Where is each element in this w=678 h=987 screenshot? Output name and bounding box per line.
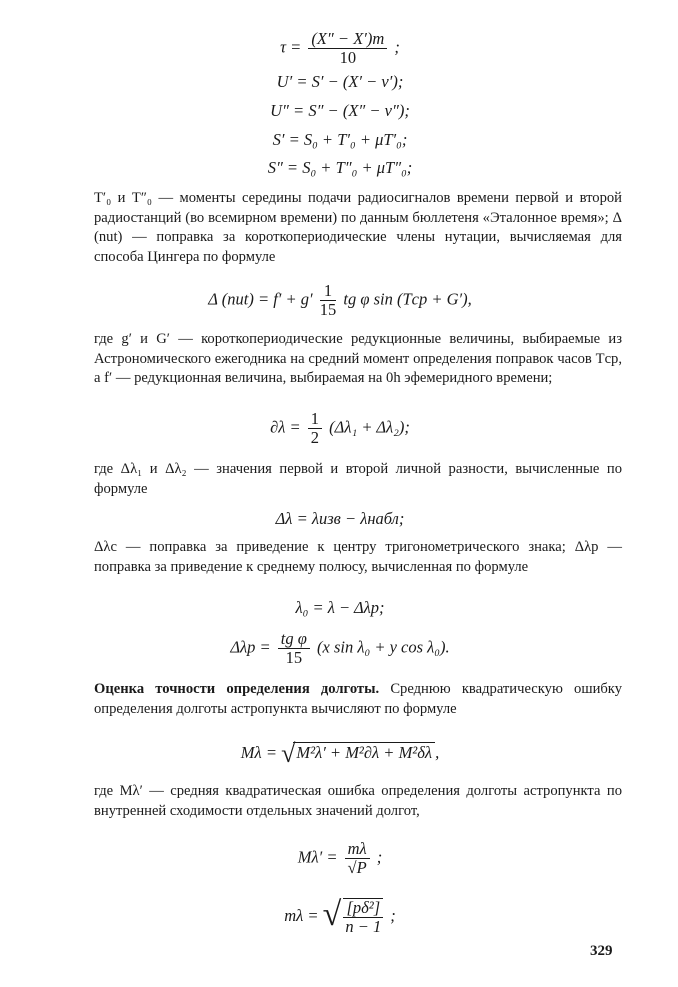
fraction: $\frac{1}{15}$ (319, 281, 337, 319)
formula-s-prime: S′ = S₀ + T′₀ + μT′₀; (272, 130, 408, 149)
paragraph-corrections: Δλc — поправка за приведение к центру тригонометрического знака; Δλp — поправка за приведение к среднему полюсу, вычисленная по формуле (94, 539, 622, 575)
formula-m-lambda-internal: mλ = √ $\frac{\text{[pδ²]}}{n - 1}$ ; (284, 895, 396, 936)
formula-s-double-prime: S″ = S₀ + T″₀ + μT″₀; (267, 158, 413, 177)
sqrt-sign: √ (322, 895, 342, 933)
paragraph-personal-difference: где Δλ₁ и Δλ₂ — значения первой и второй личной разности, вычисленные по формуле (94, 461, 622, 497)
sqrt-sign: √ (281, 739, 296, 768)
formula-lambda-zero: λ₀ = λ − Δλp; (295, 598, 385, 617)
paragraph-reduction: где g′ и G′ — короткопериодические редукционные величины, выбираемые из Астрономического ежегодника на средний момент определения поправок часов Tср, а f′ — редукционная величина, выбираемая на 0h эфемеридного времени; (94, 331, 622, 386)
formula-delta-lambda-p: Δλp = $\frac{\text{tg φ}}{15}$ (x sin λ₀ + y cos λ₀). (230, 629, 450, 667)
formula-tau: τ = $\frac{(X'' - X')m}{10}$ ; (280, 29, 400, 67)
formula-delta-lambda: Δλ = λизв − λнабл; (275, 509, 405, 528)
formula-u-prime: U′ = S′ − (X′ − v′); (276, 72, 404, 91)
paragraph-mean-error: где Mλ′ — средняя квадратическая ошибка определения долготы астропункта по внутренней сходимости отдельных значений долгот, (94, 783, 622, 819)
fraction: $\frac{m\lambda}{√P}$ (345, 840, 370, 877)
page-number: 329 (590, 943, 613, 959)
formula-m-lambda: Mλ = √M²λ′ + M²∂λ + M²δλ , (240, 739, 440, 768)
section-heading: Оценка точности определения долготы. (94, 681, 380, 697)
paragraph-accuracy: Оценка точности определения долготы. Среднюю квадратическую ошибку определения долготы астропункта вычисляют по формуле (94, 681, 622, 717)
formula-m-lambda-prime: Mλ′ = $\frac{m\lambda}{√P}$ ; (297, 839, 383, 877)
fraction: $\frac{(X'' - X')m}{10}$ (308, 30, 387, 67)
formula-u-double-prime: U″ = S″ − (X″ − v″); (270, 101, 410, 120)
fraction: $\frac{\text{tg φ}}{15}$ (278, 630, 310, 667)
formula-delta-lambda-personal: ∂λ = $\frac{1}{2}$ (Δλ₁ + Δλ₂); (270, 409, 410, 447)
fraction: $\frac{\text{[pδ²]}}{n - 1}$ (345, 898, 382, 936)
paragraph-moments: T′₀ и T″₀ — моменты середины подачи радиосигналов времени первой и второй радиостанций (во всемирном времени) по данным бюллетеня «Эталонное время»; Δ (nut) — поправка за короткопериодические члены нутации, вычисляемая для способа Цингера по формуле (94, 190, 622, 265)
fraction: $\frac{1}{2}$ (308, 410, 322, 447)
formula-nutation: Δ (nut) = f′ + g′ $\frac{1}{15}$ tg φ sin (Tср + G′), (208, 281, 472, 319)
